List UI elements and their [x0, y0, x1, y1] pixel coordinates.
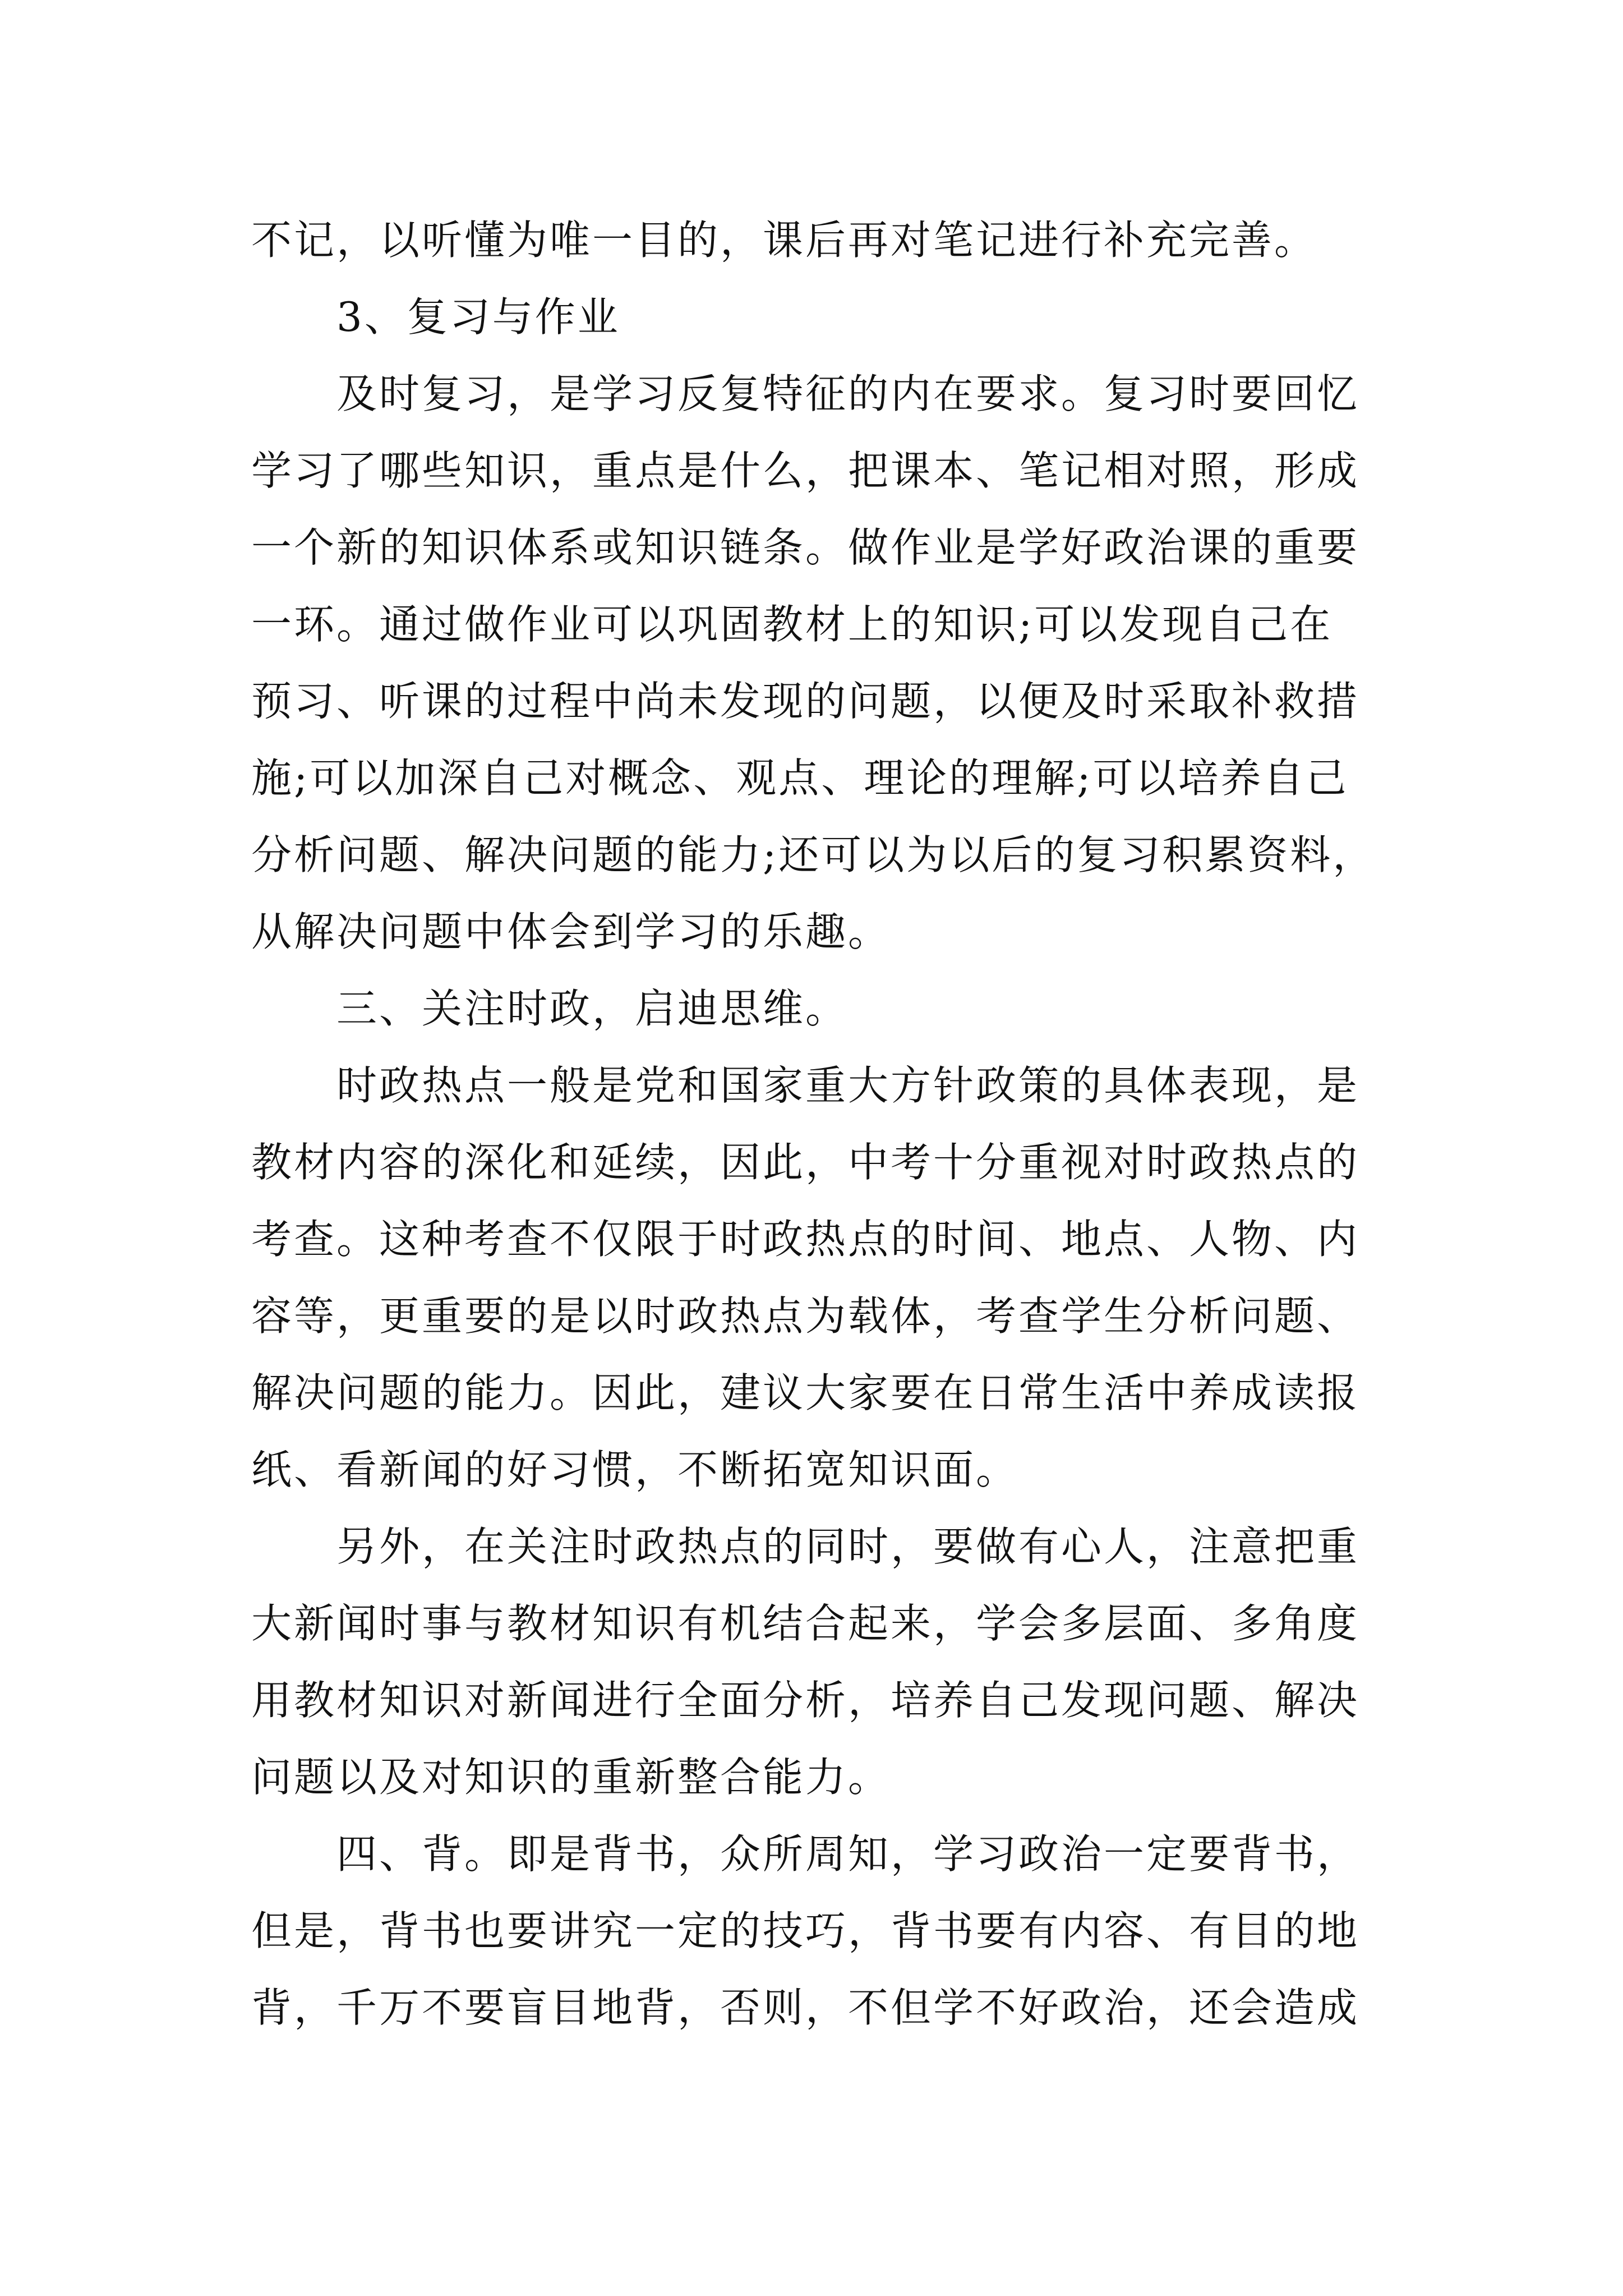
document-page	[251, 202, 1384, 2046]
text-line: 考查。这种考查不仅限于时政热点的时间、地点、人物、内	[251, 1216, 1360, 1263]
text-line: 时政热点一般是党和国家重大方针政策的具体表现，是	[336, 1062, 1360, 1109]
text-line: 预习、听课的过程中尚未发现的问题，以便及时采取补救措	[251, 678, 1360, 725]
text-line: 施;可以加深自己对概念、观点、理论的理解;可以培养自己	[251, 754, 1349, 802]
text-line: 一环。通过做作业可以巩固教材上的知识;可以发现自己在	[251, 601, 1333, 648]
text-line: 容等，更重要的是以时政热点为载体，考查学生分析问题、	[251, 1292, 1360, 1340]
section-heading: 三、关注时政，启迪思维。	[336, 985, 849, 1032]
text-line: 四、背。即是背书，众所周知，学习政治一定要背书，	[336, 1830, 1360, 1878]
text-line: 问题以及对知识的重新整合能力。	[251, 1754, 891, 1801]
text-line: 分析问题、解决问题的能力;还可以为以后的复习积累资料，	[251, 831, 1376, 878]
text-line: 从解决问题中体会到学习的乐趣。	[251, 908, 891, 955]
text-line: 及时复习，是学习反复特征的内在要求。复习时要回忆	[336, 370, 1360, 417]
text-line: 教材内容的深化和延续，因此，中考十分重视对时政热点的	[251, 1139, 1360, 1186]
text-line: 背，千万不要盲目地背，否则，不但学不好政治，还会造成	[251, 1984, 1360, 2031]
text-line: 大新闻时事与教材知识有机结合起来，学会多层面、多角度	[251, 1600, 1360, 1647]
text-line: 但是，背书也要讲究一定的技巧，背书要有内容、有目的地	[251, 1907, 1360, 1954]
section-heading: 3、复习与作业	[336, 293, 620, 341]
text-line: 学习了哪些知识，重点是什么，把课本、笔记相对照，形成	[251, 447, 1360, 494]
text-line: 纸、看新闻的好习惯，不断拓宽知识面。	[251, 1446, 1019, 1493]
text-line: 不记，以听懂为唯一目的，课后再对笔记进行补充完善。	[251, 217, 1317, 264]
text-line: 另外，在关注时政热点的同时，要做有心人，注意把重	[336, 1523, 1360, 1570]
text-line: 用教材知识对新闻进行全面分析，培养自己发现问题、解决	[251, 1677, 1360, 1724]
text-line: 解决问题的能力。因此，建议大家要在日常生活中养成读报	[251, 1369, 1360, 1416]
text-line: 一个新的知识体系或知识链条。做作业是学好政治课的重要	[251, 524, 1360, 571]
